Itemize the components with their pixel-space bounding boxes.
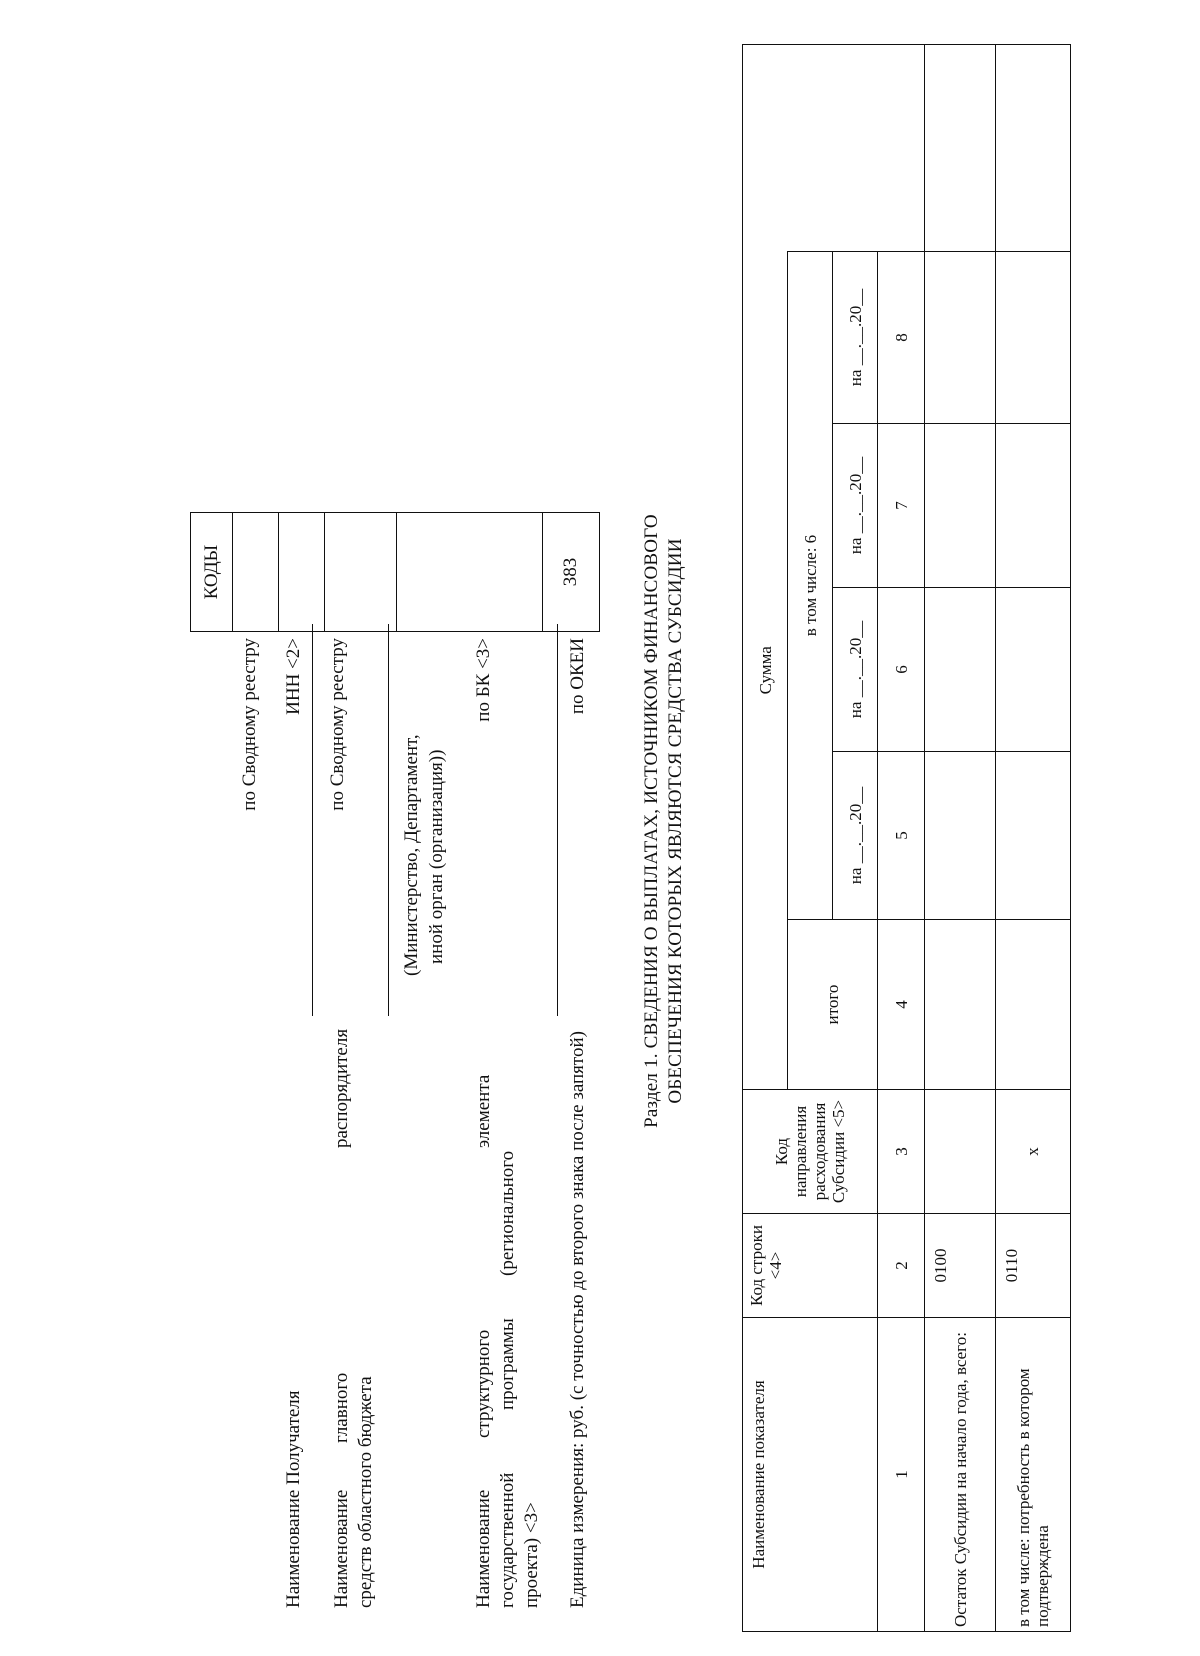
col-number-7: 7 — [878, 424, 925, 588]
codes-cell-svodny2[interactable] — [325, 513, 397, 631]
col-header-date-4: на __.__.20__ — [833, 252, 878, 424]
row-0100-total[interactable] — [925, 920, 996, 1090]
structural-underline — [557, 624, 558, 1016]
row-0110-total[interactable] — [995, 920, 1070, 1090]
row-0100-date-1[interactable] — [925, 752, 996, 920]
recipient-name-label: Наименование Получателя — [283, 1390, 304, 1608]
row-0110-blank — [995, 45, 1070, 252]
row-0110-date-3[interactable] — [995, 424, 1070, 588]
row-0110-date-1[interactable] — [995, 752, 1070, 920]
codes-box — [190, 512, 600, 632]
unit-label: Единица измерения: руб. (с точностью до второго знака после запятой) — [567, 1031, 588, 1608]
row-0110-name: в том числе: потребность в котором подтверждена — [995, 1318, 1070, 1632]
codes-header: КОДЫ — [191, 513, 233, 631]
row-0110-date-4[interactable] — [995, 252, 1070, 424]
col-header-indicator: Наименование показателя — [743, 1318, 878, 1632]
section-title-line1: Раздел 1. СВЕДЕНИЯ О ВЫПЛАТАХ, ИСТОЧНИКОМ ФИНАНСОВОГО — [641, 514, 662, 1128]
structural-label-line3: проекта) <3> — [521, 1502, 542, 1608]
row-0110-date-2[interactable] — [995, 588, 1070, 752]
codes-label-svodny1: по Сводному реестру — [239, 638, 260, 811]
codes-cell-bk[interactable] — [397, 513, 543, 631]
table-row — [995, 45, 1070, 1632]
gr-manager-label-line2: средств областного бюджета — [355, 1376, 376, 1608]
col-header-including: в том числе: 6 — [788, 252, 833, 920]
row-0100-name: Остаток Субсидии на начало года, всего: — [925, 1318, 996, 1632]
col-header-date-1: на __.__.20__ — [833, 752, 878, 920]
col-number-3: 3 — [878, 1090, 925, 1214]
codes-cell-okei: 383 — [560, 557, 581, 587]
col-header-total: итого — [788, 920, 878, 1090]
col-number-6: 6 — [878, 588, 925, 752]
row-0100-date-4[interactable] — [925, 252, 996, 424]
codes-cell-inn[interactable] — [279, 513, 325, 631]
col-number-2: 2 — [878, 1214, 925, 1318]
ministry-caption-line1: (Министерство, Департамент, — [401, 734, 422, 976]
section-title-line2: ОБЕСПЕЧЕНИЯ КОТОРЫХ ЯВЛЯЮТСЯ СРЕДСТВА СУБСИДИИ — [665, 538, 686, 1104]
row-0100-code: 0100 — [925, 1214, 996, 1318]
structural-word6: (регионального — [497, 1150, 518, 1276]
col-header-direction-code: Код направления расходования Субсидии <5> — [743, 1090, 878, 1214]
table-right-margin — [743, 45, 925, 252]
structural-word5: программы — [497, 1318, 518, 1410]
col-header-date-2: на __.__.20__ — [833, 588, 878, 752]
col-number-1: 1 — [878, 1318, 925, 1632]
gr-manager-underline — [388, 624, 389, 1016]
gr-manager-word1: Наименование — [331, 1489, 352, 1608]
col-header-sum: Сумма — [743, 252, 788, 1090]
col-number-8: 8 — [878, 252, 925, 424]
structural-word4: государственной — [497, 1472, 518, 1608]
row-0100-date-2[interactable] — [925, 588, 996, 752]
gr-manager-word2: главного — [331, 1372, 352, 1443]
row-0100-date-3[interactable] — [925, 424, 996, 588]
row-0100-blank — [925, 45, 996, 252]
payments-table — [742, 44, 1071, 1632]
row-0110-direction: x — [995, 1090, 1070, 1214]
recipient-name-underline — [312, 624, 313, 1016]
codes-label-bk: по БК <3> — [473, 638, 494, 722]
col-header-row-code: Код строки <4> — [743, 1214, 878, 1318]
codes-label-okei: по ОКЕИ — [567, 638, 588, 715]
col-number-5: 5 — [878, 752, 925, 920]
row-0110-code: 0110 — [995, 1214, 1070, 1318]
gr-manager-word3: распорядителя — [331, 1028, 352, 1148]
structural-word2: структурного — [473, 1329, 494, 1438]
row-0100-direction — [925, 1090, 996, 1214]
ministry-caption-line2: иной орган (организация)) — [426, 749, 447, 964]
col-header-date-3: на __.__.20__ — [833, 424, 878, 588]
table-row — [925, 45, 996, 1632]
codes-cell-svodny1[interactable] — [233, 513, 279, 631]
codes-label-svodny2: по Сводному реестру — [327, 638, 348, 811]
structural-word3: элемента — [473, 1074, 494, 1148]
structural-word1: Наименование — [473, 1489, 494, 1608]
col-number-4: 4 — [878, 920, 925, 1090]
codes-label-inn: ИНН <2> — [283, 638, 304, 715]
